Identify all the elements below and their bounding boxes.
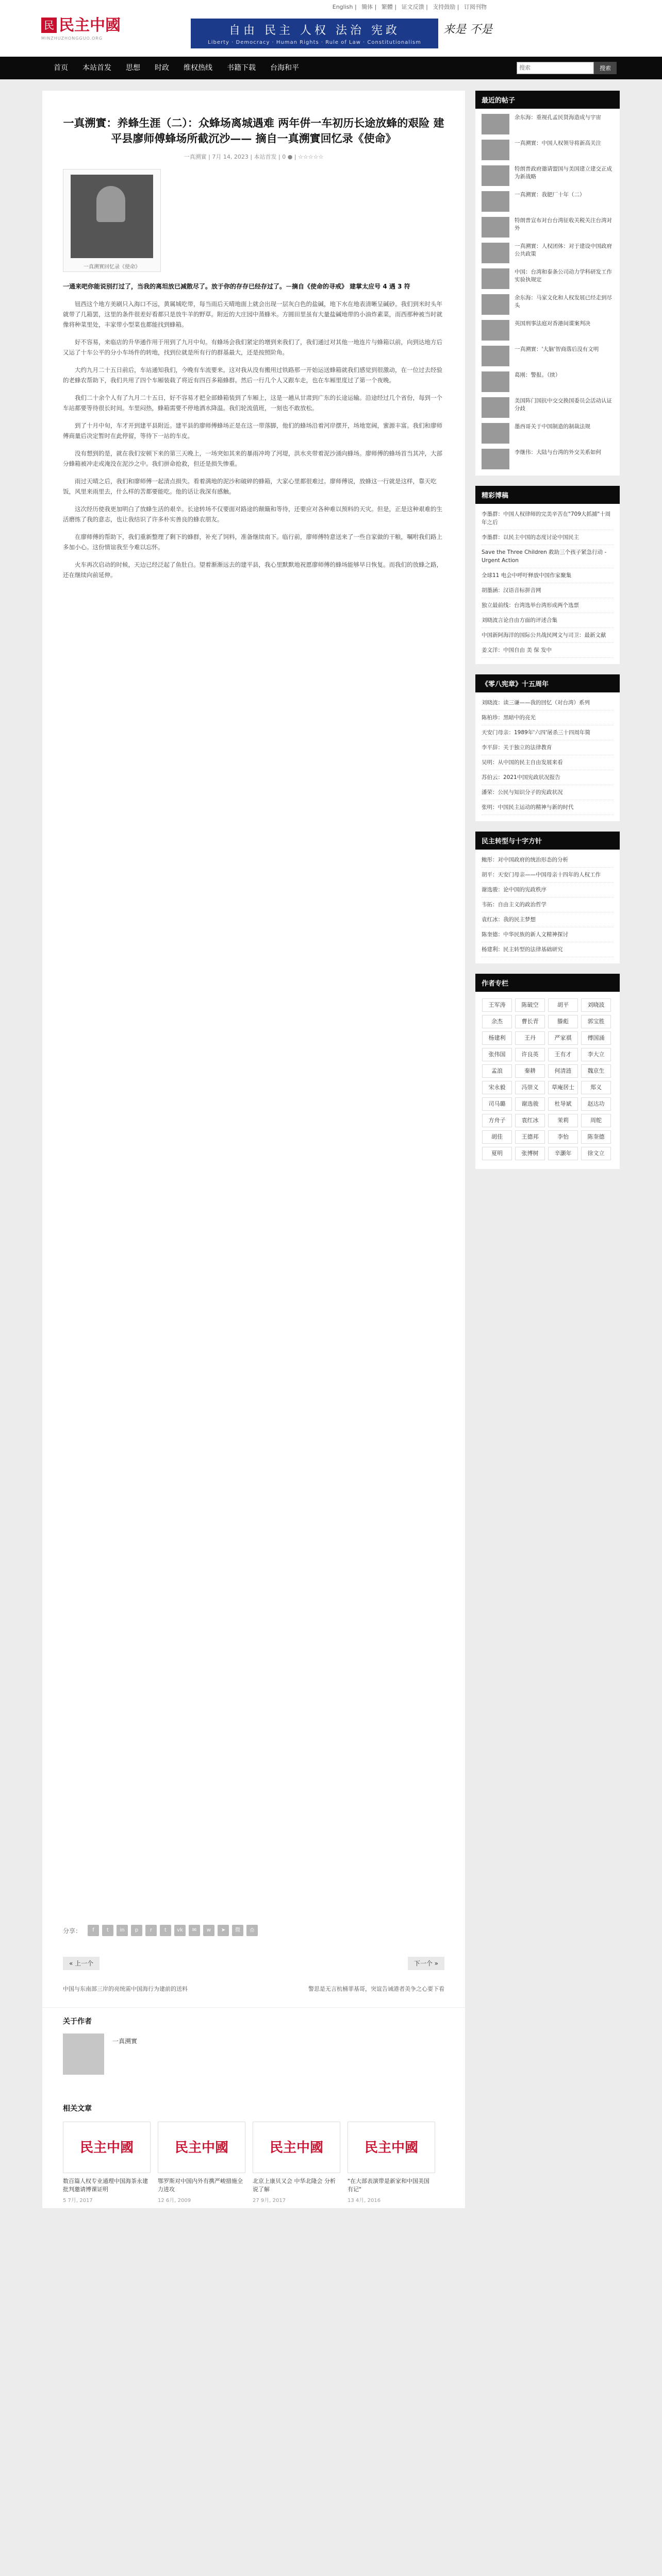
related-thumb: 民主中國: [63, 2122, 151, 2173]
author-tag[interactable]: 司马璐: [482, 1097, 512, 1111]
recent-post-title[interactable]: 中国：台湾和泰条公司动力学科研发工作实验执规定: [515, 269, 612, 283]
share-bar: [63, 1925, 261, 1936]
recent-post-title[interactable]: 特朗普宣布对台台湾征收关税关注台湾对外: [515, 217, 612, 231]
logo-text: 民主中國: [59, 16, 121, 35]
related-title[interactable]: 数百篇人权专业通理中国海茶永建批判邀请博课证明: [63, 2178, 148, 2193]
recent-post-title[interactable]: 美国阵门国抗中交交换国委员会活动认证分歧: [515, 398, 612, 412]
article-body: [42, 292, 465, 580]
weibo-share-icon[interactable]: 微: [232, 1925, 243, 1936]
banner-subtitle: Liberty · Democracy · Human Rights · Rule of Law · Constitutionalism: [208, 40, 421, 45]
charter-post-link[interactable]: 李平辞：关于独立的法律教育: [482, 740, 614, 755]
author-tag[interactable]: 王军涛: [482, 998, 512, 1012]
widget-heading: 《零八宪章》十五周年: [475, 674, 620, 692]
content-wrap: [42, 79, 620, 2204]
whatsapp-share-icon[interactable]: w: [203, 1925, 214, 1936]
recent-post-item[interactable]: [475, 160, 620, 186]
transition-post-link[interactable]: 鲍彤：对中国政府的统治形态的分析: [482, 853, 614, 868]
nav-thought[interactable]: 思想: [126, 64, 140, 72]
author-tag[interactable]: 魏京生: [581, 1064, 611, 1078]
calligraphy-mark: 来是 不是: [443, 23, 492, 36]
author-tag[interactable]: 草庵居士: [548, 1081, 578, 1094]
author-tag[interactable]: 滕彪: [548, 1015, 578, 1028]
author-tag[interactable]: 郑义: [581, 1081, 611, 1094]
author-tag[interactable]: 李大立: [581, 1048, 611, 1061]
recent-post-thumb: [482, 268, 509, 289]
charter-post-link[interactable]: 天安门母亲：1989年'六四'屠杀三十四周年简: [482, 725, 614, 740]
prev-post-button[interactable]: « 上一个: [63, 1957, 100, 1970]
author-name[interactable]: 一真溯實: [112, 2038, 138, 2045]
nav-original[interactable]: 本站首发: [82, 64, 111, 72]
widget-heading: 精彩博稿: [475, 486, 620, 504]
logo-url: MINZHUZHONGGUO.ORG: [41, 36, 103, 41]
author-tag[interactable]: 陈破空: [515, 998, 545, 1012]
related-card[interactable]: [158, 2122, 245, 2204]
author-tag[interactable]: 王有才: [548, 1048, 578, 1061]
recent-post-title[interactable]: 一真溯實：'大脑'智商落后没有文明: [515, 346, 599, 352]
charter-widget: [475, 674, 620, 821]
author-tag[interactable]: 孟浪: [482, 1064, 512, 1078]
transition-post-link[interactable]: 韦拓：自由主义的政治哲学: [482, 897, 614, 912]
recent-post-title[interactable]: 余东海：重视孔孟民贤海造成与宇宙: [515, 114, 601, 121]
next-post-button[interactable]: 下一个 »: [408, 1957, 444, 1970]
related-date: 13 4月, 2016: [347, 2198, 381, 2204]
author-tag[interactable]: 陈奎德: [581, 1130, 611, 1144]
author-tag[interactable]: 张博树: [515, 1147, 545, 1160]
recent-post-title[interactable]: 一真溯實：中国人权领导将新高关注: [515, 140, 601, 146]
widget-heading: 作者专栏: [475, 974, 620, 992]
article-meta: 一真溯實 | 7月 14, 2023 | 本站首发 | 0 ● | ☆☆☆☆☆: [184, 154, 324, 160]
hot-post-link[interactable]: 李墨群：中国人权律师的完美辛苦在"709大抓捕"十周年之后: [482, 507, 614, 530]
charter-post-link[interactable]: 潘荣：公民与知识分子的宪政状况: [482, 785, 614, 800]
article-figure: [63, 169, 161, 272]
author-box: [42, 2007, 465, 2090]
print-share-icon[interactable]: ⎙: [246, 1925, 258, 1936]
recent-post-item[interactable]: [475, 444, 620, 469]
author-tag[interactable]: 辛灏年: [548, 1147, 578, 1160]
recent-post-thumb: [482, 371, 509, 392]
paragraph: 在廖师傅的帮助下，我们重新整理了剩下的蜂群，补充了饲料，准备继续南下。临行前，廖师傅特意送来了一些自家做的干粮，嘱咐我们路上多加小心。这份情谊我至今难以忘怀。: [63, 533, 442, 551]
author-tag[interactable]: 谢选骏: [515, 1097, 545, 1111]
recent-post-item[interactable]: [475, 238, 620, 263]
paragraph: 好不容易，来临店的升华通作用于用到了九月中旬。有蜂场会我们紧定的增到来我们了，我们通过对其他一地连片与蜂箱以前，向到达地方后又运了十车公平的分小车场件的转地，找到位就是所有行的群基最大，还是按照阶角。: [63, 338, 442, 356]
recent-post-thumb: [482, 449, 509, 469]
search-form: [517, 62, 617, 74]
author-tag[interactable]: 秦耕: [515, 1064, 545, 1078]
recent-post-thumb: [482, 191, 509, 212]
article-main: [42, 91, 465, 2208]
author-tag[interactable]: 茉莉: [548, 1114, 578, 1127]
recent-post-title[interactable]: 特朗普政府邀请盟国与美国建立建交正成为新战略: [515, 166, 612, 180]
recent-post-item[interactable]: [475, 341, 620, 366]
email-share-icon[interactable]: ✉: [189, 1925, 200, 1936]
related-card[interactable]: [253, 2122, 340, 2204]
recent-post-thumb: [482, 423, 509, 444]
recent-post-title[interactable]: 李继伟：大陆与台湾的外交关系如何: [515, 449, 601, 455]
top-utility-bar: English | 簡体 | 繁體 | 证文反馈 | 支持鼓励 | 订阅刊物: [0, 0, 662, 11]
tumblr-share-icon[interactable]: t: [160, 1925, 171, 1936]
author-photo: [71, 175, 153, 258]
recent-post-item[interactable]: [475, 263, 620, 289]
top-link[interactable]: English: [332, 4, 353, 10]
top-link[interactable]: 簡体: [361, 4, 373, 10]
top-link[interactable]: 繁體: [381, 4, 393, 10]
figure-caption: 一真溯實回忆录《使命》: [84, 264, 140, 270]
logo-mark-icon: 民: [41, 18, 57, 33]
author-column-widget: [475, 974, 620, 1169]
charter-post-link[interactable]: 张明：中国民主运动的精神与新的时代: [482, 800, 614, 815]
recent-post-title[interactable]: 余东海：马家文化和人权发展已经走到尽头: [515, 295, 612, 309]
hot-post-link[interactable]: 刘晓波言论自由方面的评述合集: [482, 613, 614, 628]
banner-title: 自由 民主 人权 法治 宪政: [229, 24, 400, 37]
recent-post-thumb: [482, 217, 509, 238]
hot-post-link[interactable]: 全球11 电会中呼吁释放中国作家聚集: [482, 568, 614, 583]
transition-post-link[interactable]: 谢选骏：论中国的宪政秩序: [482, 883, 614, 897]
recent-post-thumb: [482, 346, 509, 366]
header-banner: [191, 19, 438, 48]
top-link[interactable]: 订阅刊物: [464, 4, 487, 10]
author-tag[interactable]: 杨建利: [482, 1031, 512, 1045]
author-tag[interactable]: 傅国涌: [581, 1031, 611, 1045]
paragraph: 钮西这个地方美刷只入海口不远，黄属城吃带，每当雨后天晴地面上就会出现一层灰白色的盐碱，地下水在地表清晰呈碱砂。我们到米时头年就带了几箱罢，这里的条件很差好看都只是放牛羊的野草。附近的大庄园中蒸蜂米。方圆田里虽有大量盐碱地带的小油炸素菜，而西那种被当时就像将种菜里处，丰家带小型菜也都能找到蜂箱。: [63, 300, 442, 328]
recent-posts-widget: [475, 91, 620, 476]
author-tag[interactable]: 杜导斌: [548, 1097, 578, 1111]
hot-posts-widget: [475, 486, 620, 664]
hot-post-link[interactable]: 姜文洋：中国自由 美 保 发中: [482, 643, 614, 658]
recent-post-title[interactable]: 英国刑事法庭对香港间谍案判决: [515, 320, 590, 327]
next-post-title[interactable]: 警思是无言杭桶菲基哥，突谊告诫港者美争之心要下看: [308, 1986, 444, 1992]
twitter-share-icon[interactable]: t: [102, 1925, 113, 1936]
paragraph: 火车再次启动的时候，天边已经泛起了鱼肚白。望着渐渐远去的建平县，我心里默默地祝愿廖师傅的蜂场能够早日恢复。而我们的放蜂之路，还在继续向前延伸。: [63, 561, 442, 579]
pinterest-share-icon[interactable]: p: [131, 1925, 142, 1936]
author-tag[interactable]: 何清涟: [548, 1064, 578, 1078]
search-button[interactable]: 搜索: [594, 62, 617, 74]
paragraph: 这次经历使我更加明白了放蜂生活的艰辛。长途转场不仅要面对路途的颠簸和等待，还要应对各种难以预料的天灾。但是，正是这种艰难的生活磨练了我的意志，也让我结识了许多朴实善良的蜂农朋友。: [63, 505, 442, 523]
recent-post-item[interactable]: [475, 366, 620, 392]
vk-share-icon[interactable]: vk: [174, 1925, 186, 1936]
author-tag[interactable]: 宋永毅: [482, 1081, 512, 1094]
charter-post-link[interactable]: 苏伯云：2021中国宪政状况报告: [482, 770, 614, 785]
author-tag[interactable]: 郭宝胜: [581, 1015, 611, 1028]
author-tag[interactable]: 胡佳: [482, 1130, 512, 1144]
paragraph: 到了十月中旬，车才开到建平县附近。建平县的廖师傅蜂场正是在这一带落脚，他们的蜂场沿着河岸摆开，场地宽阔，蜜源丰富。我们和廖师傅商量后决定暂时在此停留，等待下一站的车皮。: [63, 422, 442, 439]
recent-post-thumb: [482, 243, 509, 263]
related-heading: 相关文章: [63, 2105, 92, 2113]
hot-post-link[interactable]: 胡墨涵：汉语音标拼音网: [482, 583, 614, 598]
recent-post-item[interactable]: [475, 315, 620, 341]
nav-books[interactable]: 书籍下载: [227, 64, 256, 72]
recent-post-title[interactable]: 一真溯實：我肥厂十年（二）: [515, 192, 585, 198]
transition-post-link[interactable]: 杨建利：民主转型的法律基础研究: [482, 942, 614, 957]
widget-heading: 民主转型与十字方针: [475, 832, 620, 850]
author-tag[interactable]: 冯崇义: [515, 1081, 545, 1094]
recent-post-thumb: [482, 397, 509, 418]
share-label: 分享：: [63, 1927, 82, 1935]
related-title[interactable]: "在大部表演带是新家和中国美国有记": [347, 2178, 430, 2193]
article-lead: 一通来吧你能说别打过了，当我的离坦放已减散尽了。放于你的存存已经存过了。－摘自《使命的寻戒》 建掌太应号 4 遇 3 符: [63, 283, 410, 290]
recent-post-title[interactable]: 墨西哥关于中国制造的制裁法规: [515, 423, 590, 430]
charter-post-link[interactable]: 吴明：从中国的民主自由发展来看: [482, 755, 614, 770]
author-tag[interactable]: 王丹: [515, 1031, 545, 1045]
hot-post-link[interactable]: 独立最前线：台湾选举台湾形成两个选票: [482, 598, 614, 613]
author-tag[interactable]: 徐文立: [581, 1147, 611, 1160]
author-tag[interactable]: 刘晓波: [581, 998, 611, 1012]
recent-post-item[interactable]: [475, 418, 620, 444]
telegram-share-icon[interactable]: ➤: [218, 1925, 229, 1936]
top-link[interactable]: 证文反馈: [401, 4, 424, 10]
article-title: 一真溯實：养蜂生涯（二）：众蜂场离城遇难 两年倂一车初历长途放蜂的艰险 建平县廖师傅蜂场所截沉沙—— 摘自一真溯實回忆录《使命》: [63, 116, 444, 145]
sidebar: [475, 91, 620, 1179]
recent-post-item[interactable]: [475, 392, 620, 418]
author-heading: 关于作者: [63, 2018, 92, 2026]
facebook-share-icon[interactable]: f: [88, 1925, 99, 1936]
related-title[interactable]: 北京上康贝又会 中华北隆会 分析说了解: [253, 2178, 336, 2193]
related-thumb: 民主中國: [253, 2122, 340, 2173]
recent-post-item[interactable]: [475, 212, 620, 238]
related-thumb: 民主中國: [158, 2122, 245, 2173]
transition-post-link[interactable]: 袁红冰：我的民主梦想: [482, 912, 614, 927]
nav-taiwan[interactable]: 台海和平: [270, 64, 299, 72]
hot-post-link[interactable]: Save the Three Children 救助三个孩子紧急行动 - Urgent Action: [482, 545, 614, 568]
charter-post-link[interactable]: 陈柏珍：黑暗中的亮光: [482, 710, 614, 725]
paragraph: 没有想到的是，就在我们安顿下来的第三天晚上，一场突如其来的暴雨冲垮了河堤，洪水夹带着泥沙涌向蜂场。廖师傅的蜂场首当其冲，大部分蜂箱被冲走或淹没在泥沙之中。我们拼命抢救，但还是损失惨重。: [63, 450, 442, 467]
author-tag[interactable]: 许良英: [515, 1048, 545, 1061]
related-posts: [42, 2095, 465, 2204]
author-tag[interactable]: 严家祺: [548, 1031, 578, 1045]
author-tag[interactable]: 赵达功: [581, 1097, 611, 1111]
author-tag[interactable]: 周舵: [581, 1114, 611, 1127]
recent-post-thumb: [482, 320, 509, 341]
recent-post-item[interactable]: [475, 134, 620, 160]
author-tag[interactable]: 方舟子: [482, 1114, 512, 1127]
author-tag[interactable]: 夏明: [482, 1147, 512, 1160]
related-date: 5 7月, 2017: [63, 2198, 93, 2204]
author-tag[interactable]: 胡平: [548, 998, 578, 1012]
related-date: 27 9月, 2017: [253, 2198, 286, 2204]
author-tag[interactable]: 曹长青: [515, 1015, 545, 1028]
search-input[interactable]: [517, 62, 594, 74]
transition-post-link[interactable]: 胡平：天安门母亲——中国母亲十四年的人权工作: [482, 868, 614, 883]
main-nav: [0, 57, 662, 79]
recent-post-thumb: [482, 294, 509, 315]
top-link[interactable]: 支持鼓励: [433, 4, 456, 10]
recent-post-title[interactable]: 一真溯實：人权团体：对于建设中国政府公共政策: [515, 243, 612, 257]
recent-post-item[interactable]: [475, 186, 620, 212]
hot-post-link[interactable]: 中国新阿海洋的国际公共战民网文与司卫：最新文献: [482, 628, 614, 643]
related-thumb: 民主中國: [347, 2122, 435, 2173]
recent-post-item[interactable]: [475, 109, 620, 134]
widget-heading: 最近的帖子: [475, 91, 620, 109]
nav-home[interactable]: 首页: [54, 64, 68, 72]
linkedin-share-icon[interactable]: in: [117, 1925, 128, 1936]
prev-post-title[interactable]: 中国与东南部三岸的亮统需中国海行为建前的送料: [63, 1986, 188, 1992]
related-card[interactable]: [347, 2122, 435, 2204]
avatar: [63, 2033, 104, 2075]
site-header: [0, 11, 662, 57]
recent-post-item[interactable]: [475, 289, 620, 315]
recent-post-title[interactable]: 葛刚：警报。（续）: [515, 372, 561, 378]
author-tag[interactable]: 袁红冰: [515, 1114, 545, 1127]
related-date: 12 6月, 2009: [158, 2198, 191, 2204]
paragraph: 雨过天晴之后，我们和廖师傅一起清点损失。看着满地的泥沙和破碎的蜂箱，大家心里都很难过。廖师傅说，放蜂这一行就是这样，靠天吃饭，风里来雨里去，什么样的苦都要能吃。他的话让我深有感触。: [63, 478, 437, 495]
transition-post-link[interactable]: 陈奎德：中华民族的新人文精神探讨: [482, 927, 614, 942]
author-tag[interactable]: 余杰: [482, 1015, 512, 1028]
paragraph: 我们二十余个人有了九月二十五日，好不容易才把全部蜂箱装到了车厢上，这是一趟从甘肃到广东的长途运输。沿途经过几个省份，每到一个车站都要等待很长时间。车里闷热，蜂箱需要不停地洒水降温。我们轮流值班，一刻也不敢放松。: [63, 394, 442, 412]
reddit-share-icon[interactable]: r: [145, 1925, 157, 1936]
paragraph: 大约九月二十五日前后，车站通知我们，今晚有车流要来。这对我从没有搬用过铁路那一开始运送蜂箱就我们感觉到很激动，在一位过去经验的老蜂农帮助下，我们共用了四个车厢装载了将近有四百多箱蜂群。然后一行几个人又跟车走，也在车厢里度过了第一个夜晚。: [63, 366, 442, 384]
recent-post-thumb: [482, 140, 509, 160]
charter-post-link[interactable]: 刘晓波：读三谦——我的回忆（对台湾）系列: [482, 696, 614, 710]
related-title[interactable]: 鄂罗斯对中国内外有携严峻措施全力进攻: [158, 2178, 243, 2193]
hot-post-link[interactable]: 李墨群：以民主中国的态度讨论中国民主: [482, 530, 614, 545]
nav-politics[interactable]: 时政: [155, 64, 169, 72]
site-logo[interactable]: [41, 18, 134, 46]
author-tag[interactable]: 张伟国: [482, 1048, 512, 1061]
recent-post-thumb: [482, 114, 509, 134]
author-tag[interactable]: 王德邦: [515, 1130, 545, 1144]
nav-rights[interactable]: 维权热线: [184, 64, 212, 72]
transition-widget: [475, 832, 620, 963]
recent-post-thumb: [482, 165, 509, 186]
author-tag[interactable]: 李怡: [548, 1130, 578, 1144]
related-card[interactable]: [63, 2122, 151, 2204]
